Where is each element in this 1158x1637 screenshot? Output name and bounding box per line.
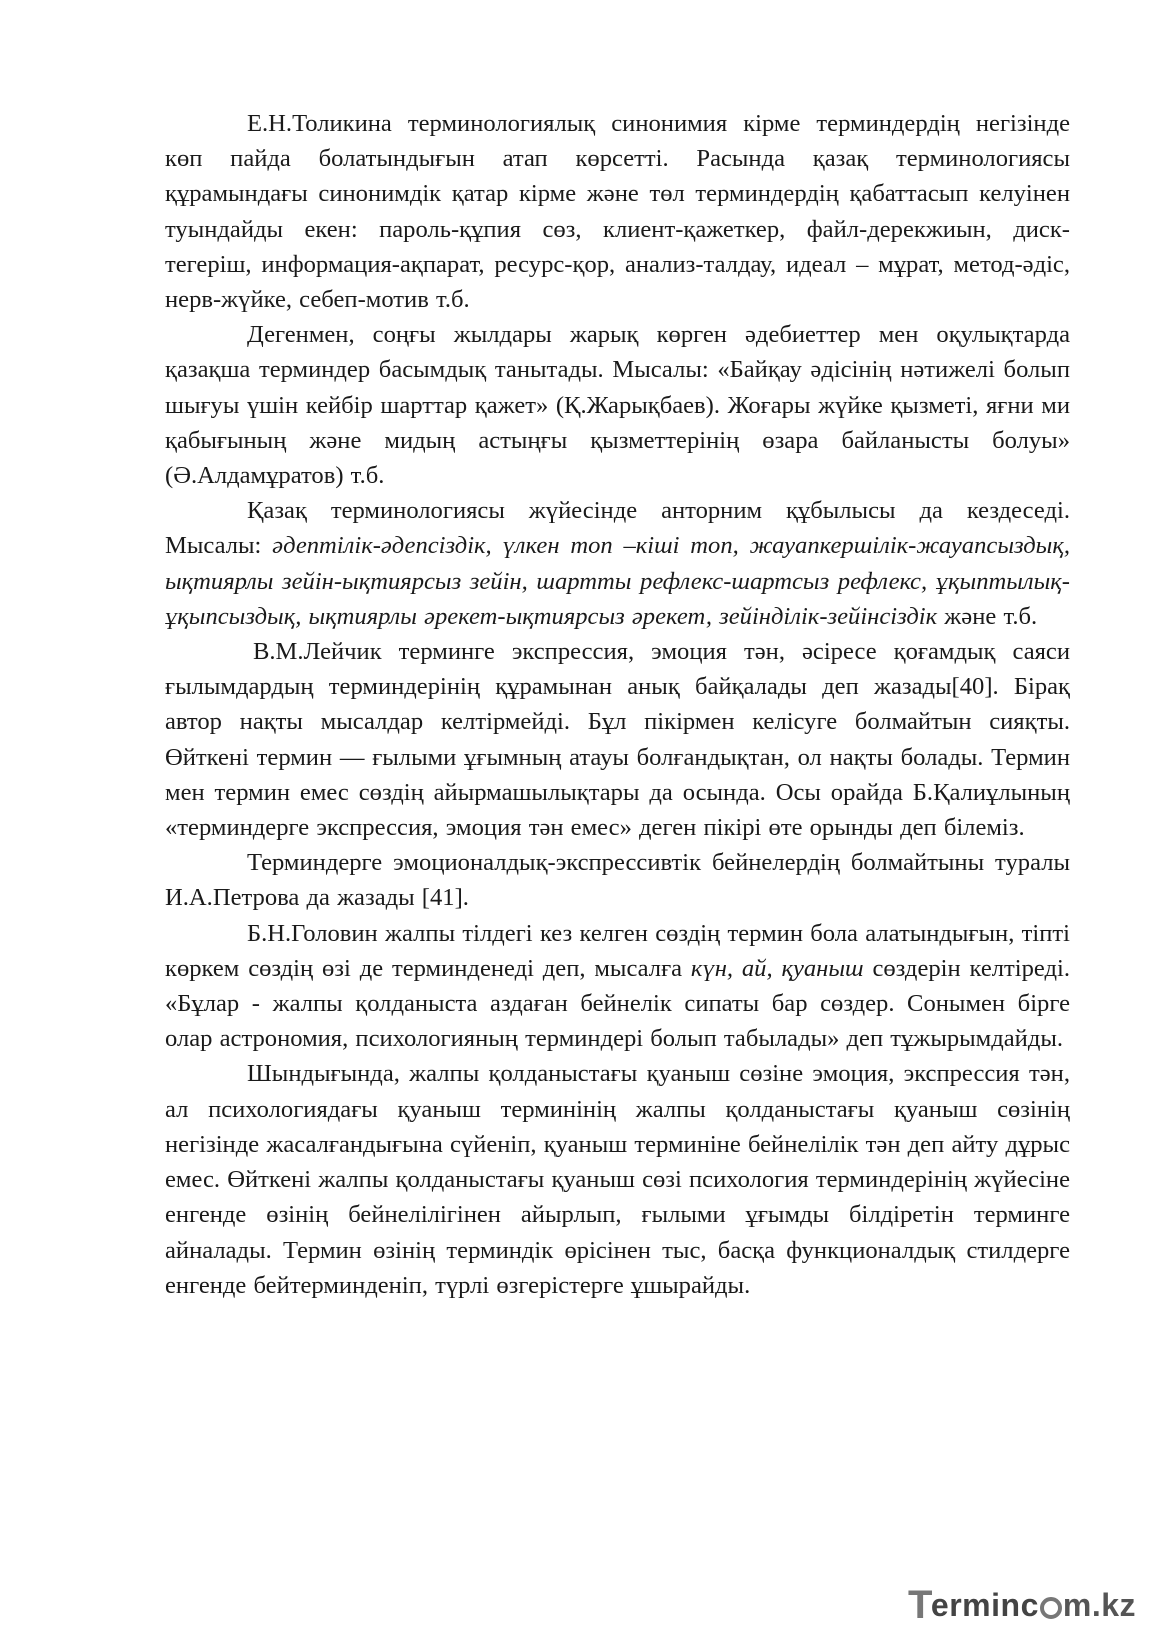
document-body [165,106,1070,1303]
paragraph-3-tail: және т.б. [937,602,1038,630]
paragraph-2: Дегенмен, соңғы жылдары жарық көрген әдебиеттер мен оқулықтарда қазақша терминдер басымдық танытады. Мысалы: «Байқау әдісінің нәтижелі болып шығуы үшін кейбір шарттар қажет» (Қ.Жарықбаев). Жоғары жүйке қызметі, яғни ми қабығының және мидың астыңғы қызметтерінің өзара байланысты болуы» (Ә.Алдамұратов) т.б. [165,321,1070,490]
paragraph-1: Е.Н.Толикина терминологиялық синонимия кірме терминдердің негізінде көп пайда болатындығын атап көрсетті. Расында қазақ терминологиясы құрамындағы синонимдік қатар кірме және төл терминдердің қабаттасып келуінен туындайды екен: пароль-құпия сөз, клиент-қажеткер, файл-дерекжиын, диск-тегеріш, информация-ақпарат, ресурс-қор, анализ-талдау, идеал – мұрат, метод-әдіс, нерв-жүйке, себеп-мотив т.б. [165,110,1070,314]
paragraph-3-examples: әдептілік-әдепсіздік, үлкен топ –кіші топ, жауапкершілік-жауапсыздық, ықтиярлы зейін-ықтиярсыз зейін, шартты рефлекс-шартсыз рефлекс, ұқыптылық-ұқыпсыздық, ықтиярлы әрекет-ықтиярсыз әрекет, зейінділік-зейінсіздік [165,532,1070,630]
paragraph-6-tail: сөздерін келтіреді. «Бұлар - жалпы қолданыста аздаған бейнелік сипаты бар сөздер. Сонымен бірге олар астрономия, психологияның терминдері болып табылады» деп тұжырымдайды. [165,954,1070,1053]
watermark-t-letter: T [907,1582,933,1627]
watermark-o-ring-icon [1040,1597,1062,1619]
watermark-text-end: m.kz [1062,1586,1136,1623]
paragraph-6 [165,916,1070,1057]
paragraph-3-lead: Қазақ терминологиясы жүйесінде анторним құбылысы да кездеседі. Мысалы: [165,497,1070,560]
paragraph-7: Шындығында, жалпы қолданыстағы қуаныш сөзіне эмоция, экспрессия тән, ал психологиядағы қуаныш терминінің жалпы қолданыстағы қуаныш сөзінің негізінде жасалғандығына сүйеніп, қуаныш терминіне бейнелілік тән деп айту дұрыс емес. Өйткені жалпы қолданыстағы қуаныш сөзі психология терминдерінің жүйесіне енгенде өзінің бейнелілігінен айырлып, ғылыми ұғымды білдіретін терминге айналады. Термин өзінің терминдік өрісінен тыс, басқа функционалдық стилдерге енгенде бейтерминденіп, түрлі өзгерістерге ұшырайды. [165,1060,1070,1299]
paragraph-6-examples: күн, ай, қуаныш [690,954,864,982]
paragraph-5: Терминдерге эмоционалдық-экспрессивтік бейнелердің болмайтыны туралы И.А.Петрова да жазады [41]. [165,849,1070,912]
paragraph-6-lead: Б.Н.Головин жалпы тілдегі кез келген сөздің термин бола алатындығын, тіпті көркем сөздің өзі де терминденеді деп, мысалға [165,919,1070,982]
termincom-watermark-logo [908,1583,1136,1627]
watermark-text-start: erminc [930,1586,1039,1623]
paragraph-4: В.М.Лейчик терминге экспрессия, эмоция тән, әсіресе қоғамдық саяси ғылымдардың терминдерінің құрамынан анық байқалады деп жазады[40]. Бірақ автор нақты мысалдар келтірмейді. Бұл пікірмен келісуге болмайтын сияқты. Өйткені термин — ғылыми ұғымның атауы болғандықтан, ол нақты болады. Термин мен термин емес сөздің айырмашылықтары да осында. Осы орайда Б.Қалиұлының «терминдерге экспрессия, эмоция тән емес» деген пікірі өте орынды деп білеміз. [165,638,1070,842]
paragraph-3 [165,493,1070,634]
